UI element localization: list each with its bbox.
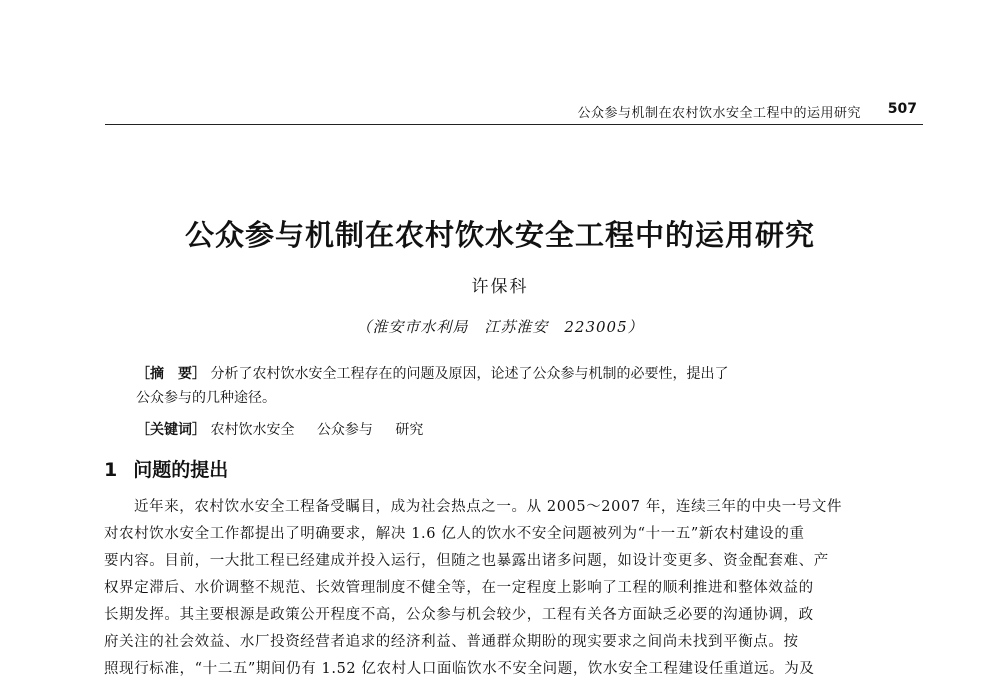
author-name: 许保科 <box>471 277 529 297</box>
running-header <box>105 100 923 125</box>
body-line: 照现行标准，“十二五”期间仍有 1.52 亿农村人口面临饮水不安全问题，饮水安全工程建设任重道远。为及 <box>104 661 815 677</box>
body-line: 府关注的社会效益、水厂投资经营者追求的经济利益、普通群众期盼的现实要求之间尚未找到平衡点。按 <box>104 634 799 650</box>
keywords-label: ［关键词］ <box>136 422 206 438</box>
keywords <box>136 418 896 442</box>
section-heading <box>104 455 228 482</box>
abstract-label: ［摘 要］ <box>136 366 206 382</box>
section-title: 问题的提出 <box>133 459 229 481</box>
body-line: 权界定滞后、水价调整不规范、长效管理制度不健全等，在一定程度上影响了工程的顺利推进和整体效益的 <box>104 580 814 596</box>
body-line: 近年来，农村饮水安全工程备受瞩目，成为社会热点之一。从 2005～2007 年，连续三年的中央一号文件 <box>134 499 843 515</box>
keyword-item: 研究 <box>395 422 424 438</box>
section-number: 1 <box>104 459 118 481</box>
abstract-line-2: 公众参与的几种途径。 <box>136 390 276 406</box>
keyword-item: 公众参与 <box>316 422 373 438</box>
abstract <box>136 362 896 410</box>
page-number: 507 <box>887 101 917 117</box>
author-affiliation: （淮安市水利局 江苏淮安 223005） <box>356 318 644 336</box>
keyword-item: 农村饮水安全 <box>210 422 295 438</box>
section-body <box>104 494 922 683</box>
abstract-line-1: 分析了农村饮水安全工程存在的问题及原因，论述了公众参与机制的必要性，提出了 <box>210 366 729 382</box>
body-line: 对农村饮水安全工作都提出了明确要求，解决 1.6 亿人的饮水不安全问题被列为“十一五”新农村建设的重 <box>104 526 805 542</box>
running-title: 公众参与机制在农村饮水安全工程中的运用研究 <box>577 106 861 121</box>
body-line: 要内容。目前，一大批工程已经建成并投入运行，但随之也暴露出诸多问题，如设计变更多、资金配套难、产 <box>104 553 829 569</box>
body-line: 长期发挥。其主要根源是政策公开程度不高，公众参与机会较少，工程有关各方面缺乏必要的沟通协调，政 <box>104 607 814 623</box>
article-title: 公众参与机制在农村饮水安全工程中的运用研究 <box>184 218 815 252</box>
